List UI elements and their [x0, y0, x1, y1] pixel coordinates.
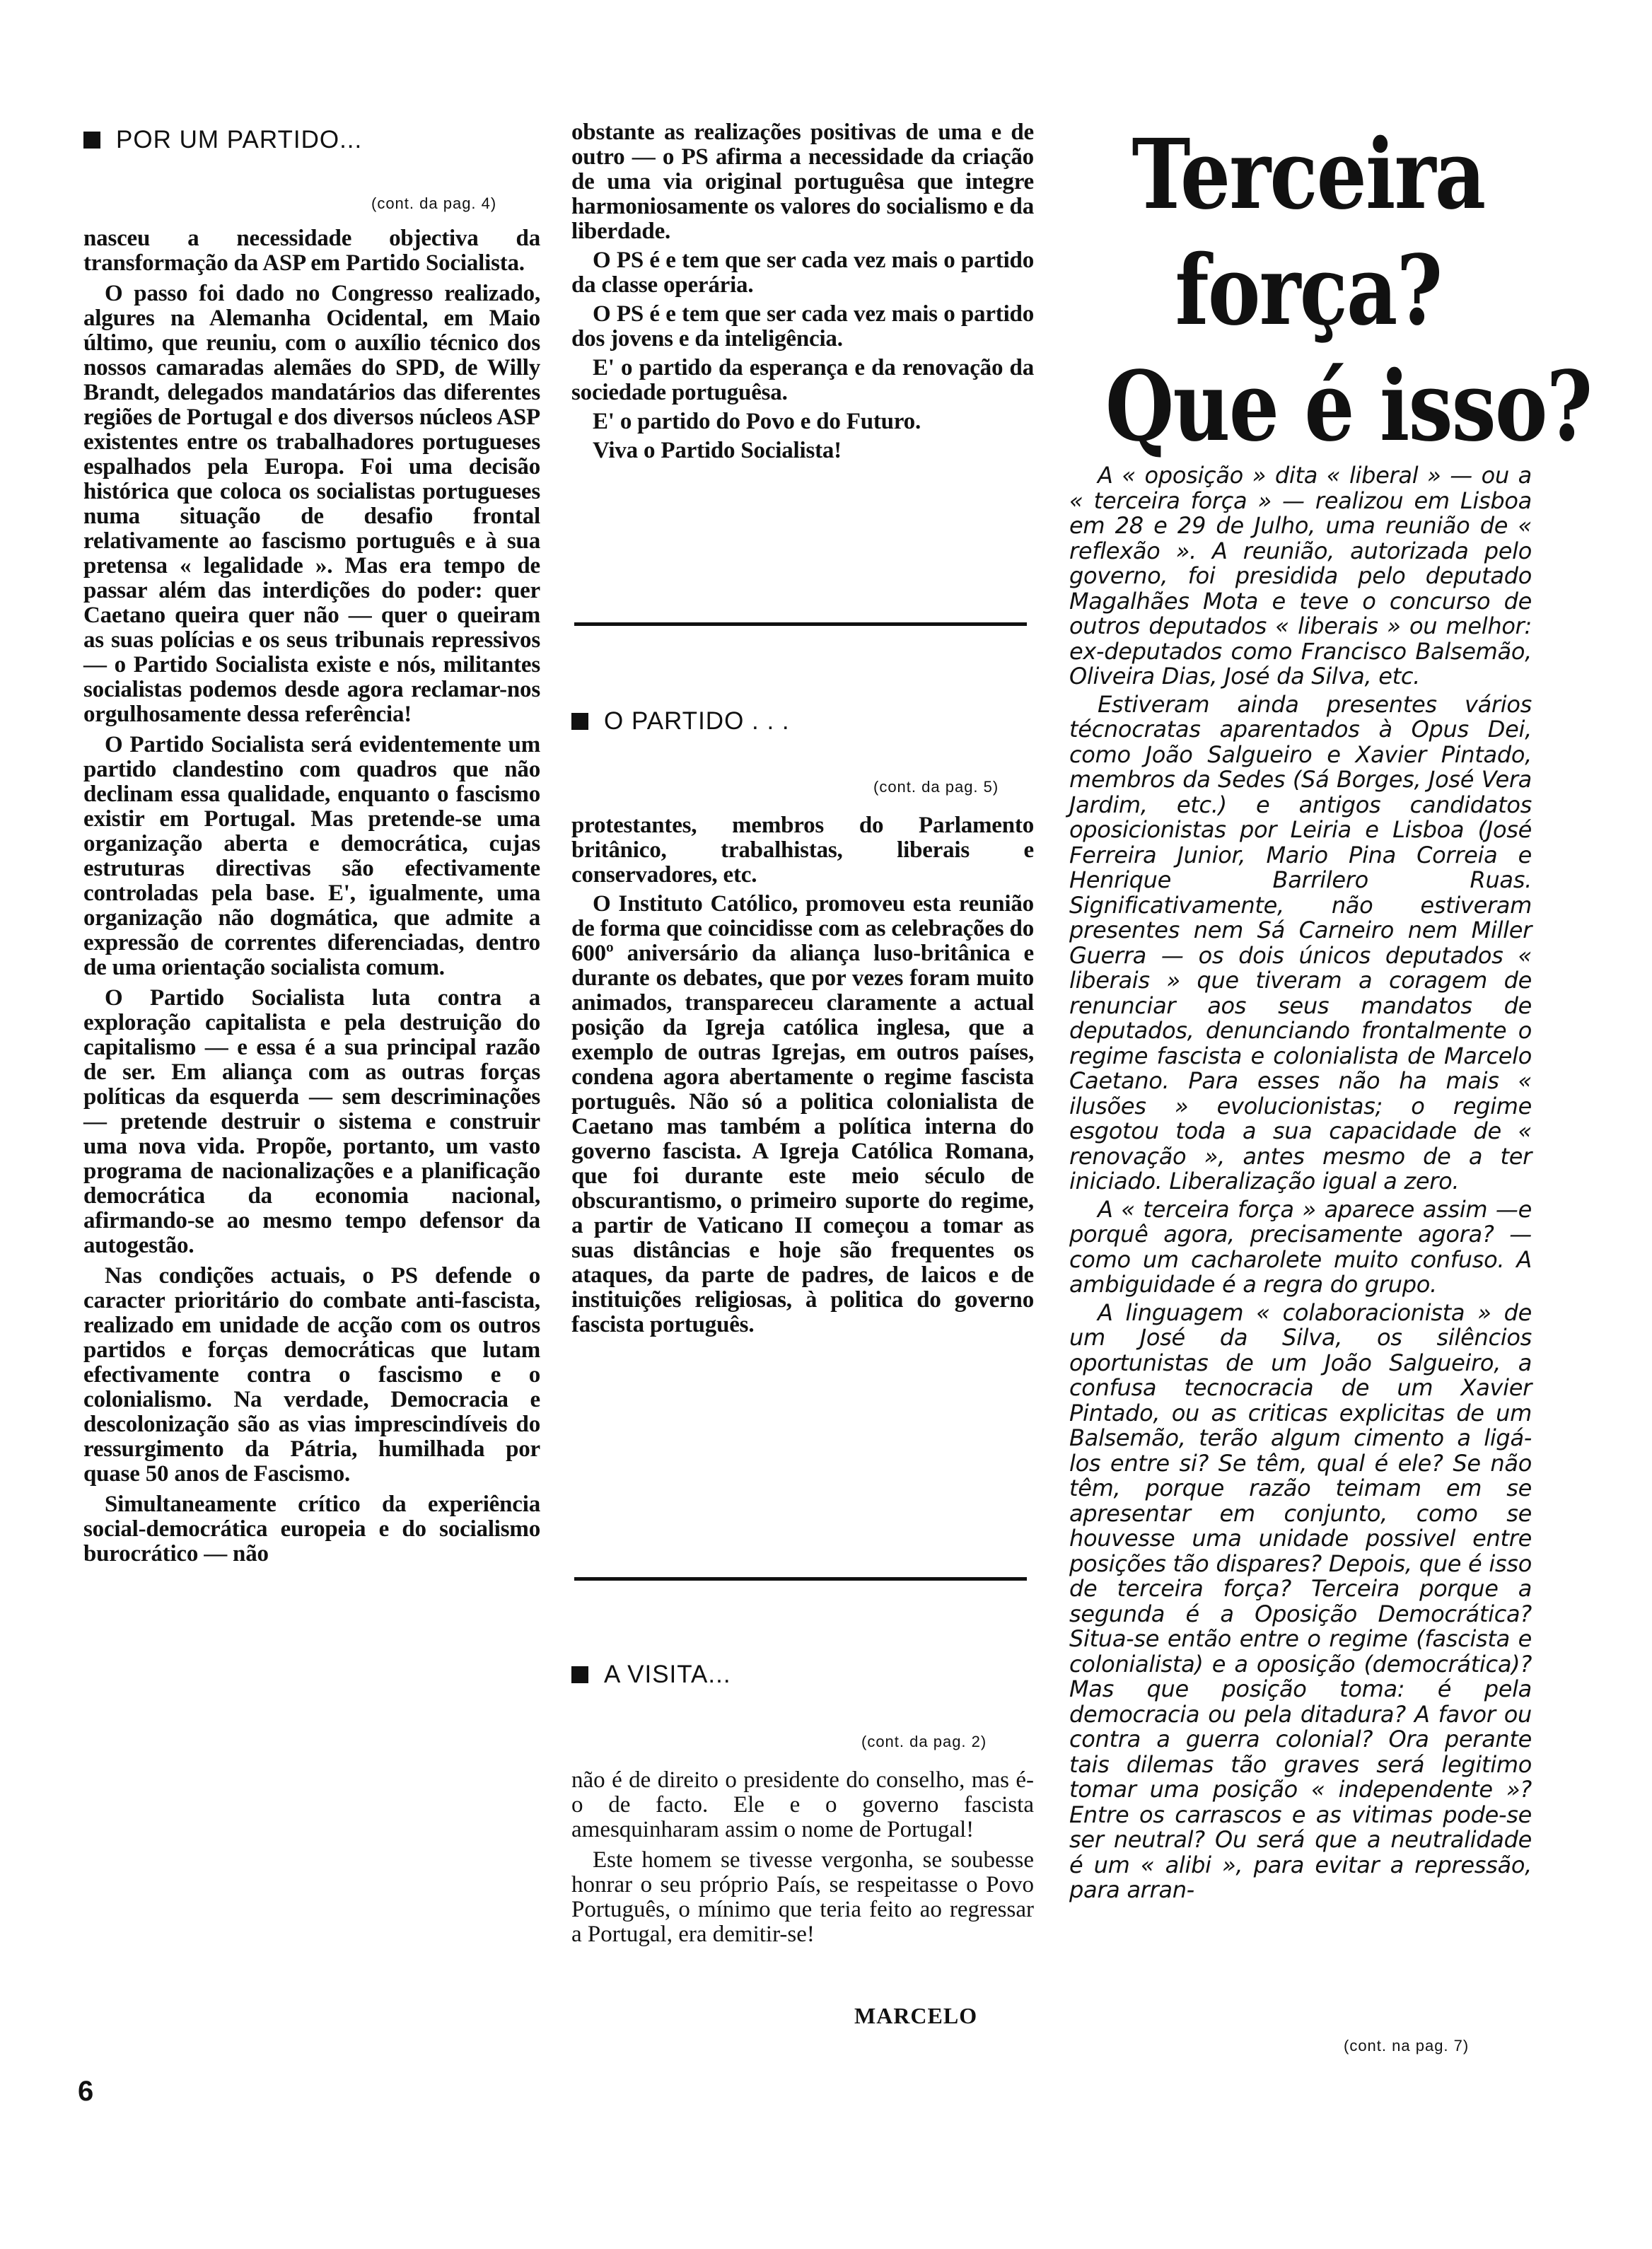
paragraph: E' o partido do Povo e do Futuro.	[593, 409, 921, 434]
column-1-body	[83, 226, 540, 1567]
paragraph: O Partido Socialista será evidentemente um partido clandestino com quadros que não declinam essa qualidade, enquanto o fascismo existir em Portugal. Mas pretende-se uma organização aberta e democrática, cujas estruturas directivas são efectivamente controladas pela base. E', igualmente, uma organização não dogmática, que admite a expressão de correntes diferenciadas, dentro de uma orientação socialista comum.	[83, 732, 540, 980]
title-line: Terceira	[1132, 118, 1485, 231]
paragraph: Estiveram ainda presentes vários técnocratas aparentados à Opus Dei, como João Salgueiro e Xavier Pintado, membros da Sedes (Sá Borges, José Vera Jardim, etc.) e antigos candidatos oposicionistas por Leiria e Lisboa (José Ferreira Junior, Mario Pina Correia e Henrique Barrilero Ruas. Significativamente, não estiveram presentes nem Sá Carneiro nem Miller Guerra — os dois únicos deputados « liberais » que tiveram a coragem de renunciar aos seus mandatos de deputados, denunciando frontalmente o regime fascista e colonialista de Marcelo Caetano. Para esses não ha mais « ilusões » evolucionistas; o regime esgotou toda a sua capacidade de « renovação », antes mesmo de a ter iniciado. Liberalização igual a zero.	[1069, 690, 1532, 1195]
paragraph: Simultaneamente crítico da experiência social-democrática europeia e do socialismo burocrático — não	[83, 1492, 540, 1567]
paragraph: A « oposição » dita « liberal » — ou a « terceira força » — realizou em Lisboa em 28 e 29 de Julho, uma reunião de « reflexão ». A reunião, autorizada pelo governo, foi presidida pelo deputado Magalhães Mota e teve o concurso de outros deputados « liberais » ou melhor: ex-deputados como Francisco Balsemão, Oliveira Dias, José da Silva, etc.	[1069, 462, 1532, 690]
section-heading-text: O PARTIDO . . .	[604, 707, 790, 735]
section-heading-a-visita	[571, 1661, 731, 1689]
column-3-article-body	[1069, 463, 1532, 1903]
paragraph: Este homem se tivesse vergonha, se soubesse honrar o seu próprio País, se respeitasse o Povo Português, o mínimo que teria feito ao regressar a Portugal, era demitir-se!	[571, 1847, 1034, 1947]
square-bullet-icon	[571, 1666, 588, 1683]
paragraph: obstante as realizações positivas de uma e de outro — o PS afirma a necessidade da criação de uma via original portuguêsa que integre harmoniosamente os valores do socialismo e da liberdade.	[571, 120, 1034, 244]
paragraph: O PS é e tem que ser cada vez mais o partido da classe operária.	[571, 248, 1034, 298]
paragraph: O PS é e tem que ser cada vez mais o partido dos jovens e da inteligência.	[571, 301, 1034, 351]
article-title	[1105, 117, 1592, 465]
paragraph: O Partido Socialista luta contra a exploração capitalista e pela destruição do capitalismo — e essa é a sua principal razão de ser. Em aliança com as outras forças políticas da esquerda — sem descriminações — pretende destruir o sistema e construir uma nova vida. Propõe, portanto, um vasto programa de nacionalizações e a planificação democrática da economia nacional, afirmando-se ao mesmo tempo defensor da autogestão.	[83, 985, 540, 1258]
paragraph: protestantes, membros do Parlamento britânico, trabalhistas, liberais e conservadores, etc.	[571, 813, 1034, 888]
continued-from-note: (cont. da pag. 4)	[371, 194, 497, 212]
paragraph: Viva o Partido Socialista!	[593, 438, 842, 463]
title-line: Que é isso?	[1105, 350, 1592, 463]
square-bullet-icon	[83, 132, 100, 149]
author-signature: MARCELO	[854, 2003, 978, 2028]
paragraph: nasceu a necessidade objectiva da transformação da ASP em Partido Socialista.	[83, 226, 540, 276]
column-2-continuation	[571, 120, 1034, 463]
section-heading-o-partido	[571, 707, 790, 736]
paragraph: E' o partido da esperança e da renovação da sociedade portuguêsa.	[571, 355, 1034, 405]
paragraph: Nas condições actuais, o PS defende o caracter prioritário do combate anti-fascista, realizado em unidade de acção com os outros partidos e forças democráticas que lutam efectivamente contra o fascismo e o colonialismo. Na verdade, Democracia e descolonização são as vias imprescindíveis do ressurgimento da Pátria, humilhada por quase 50 anos de Fascismo.	[83, 1263, 540, 1487]
paragraph: O Instituto Católico, promoveu esta reunião de forma que coincidisse com as celebrações do 600º aniversário da aliança luso-britânica e durante os debates, que por vezes foram muito animados, transpareceu claramente a actual posição da Igreja católica inglesa, que a exemplo de outras Igrejas, em outros países, condena agora abertamente o regime fascista português. Não só a politica colonialista de Caetano mas também a política interna do governo fascista. A Igreja Católica Romana, que foi durante este meio século de obscurantismo, o primeiro suporte do regime, a partir de Vaticano II começou a tomar as suas distâncias e hoje são frequentes os ataques, da parte de padres, de laicos e de instituições religiosas, à politica do governo fascista português.	[571, 891, 1034, 1337]
section-divider	[574, 1577, 1027, 1581]
column-2-o-partido-body	[571, 813, 1034, 1337]
page-number: 6	[78, 2076, 94, 2107]
continued-from-note: (cont. da pag. 2)	[861, 1733, 987, 1750]
paragraph: não é de direito o presidente do conselho, mas é-o de facto. Ele e o governo fascista amesquinharam assim o nome de Portugal!	[571, 1767, 1034, 1842]
continued-from-note: (cont. da pag. 5)	[873, 778, 999, 796]
section-heading-text: POR UM PARTIDO...	[116, 126, 363, 153]
column-2-a-visita-body	[571, 1768, 1034, 1947]
paragraph: A « terceira força » aparece assim —e porquê agora, precisamente agora? — como um cacharolete muito confuso. A ambiguidade é a regra do grupo.	[1069, 1195, 1532, 1298]
section-heading-text: A VISITA...	[604, 1661, 731, 1688]
paragraph: O passo foi dado no Congresso realizado, algures na Alemanha Ocidental, em Maio último, que reuniu, com o auxílio técnico dos nossos camaradas alemães do SPD, de Willy Brandt, delegados mandatários das diferentes regiões de Portugal e dos diversos núcleos ASP existentes entre os trabalhadores portugueses espalhados pela Europa. Foi uma decisão histórica que coloca os socialistas portugueses numa situação de desafio frontal relativamente ao fascismo português e à sua pretensa « legalidade ». Mas era tempo de passar além das interdições do poder: quer Caetano queira quer não — quer o queiram as suas polícias e os seus tribunais repressivos — o Partido Socialista existe e nós, militantes socialistas podemos desde agora reclamar-nos orgulhosamente dessa referência!	[83, 281, 540, 727]
square-bullet-icon	[571, 713, 588, 730]
section-divider	[574, 622, 1027, 626]
section-heading-por-um-partido	[83, 126, 362, 154]
continued-on-note: (cont. na pag. 7)	[1344, 2037, 1470, 2055]
title-line: força?	[1175, 234, 1442, 347]
paragraph: A linguagem « colaboracionista » de um José da Silva, os silêncios oportunistas de um João Salgueiro, a confusa tecnocracia de um Xavier Pintado, ou as criticas explicitas de um Balsemão, terão algum cimento a ligá-los entre si? Se têm, qual é ele? Se não têm, porque razão teimam em se apresentar em conjunto, como se houvesse uma unidade possivel entre posições tão dispares? Depois, que é isso de terceira força? Terceira porque a segunda é a Oposição Democrática? Situa-se então entre o regime (fascista e colonialista) e a oposição (democrática)? Mas que posição toma: é pela democracia ou pela ditadura? A favor ou contra a guerra colonial? Ora perante tais dilemas tão graves será legitimo tomar uma posição « independente »? Entre os carrascos e as vitimas pode-se ser neutral? Ou será que a neutralidade é um « alibi », para evitar a repressão, para arran-	[1069, 1298, 1532, 1903]
